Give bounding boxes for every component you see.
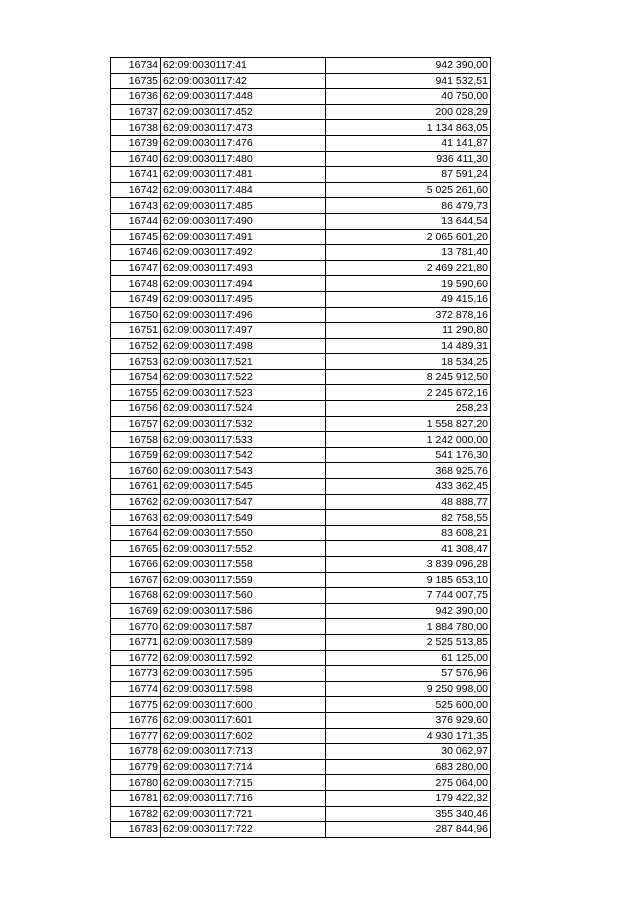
table-row	[111, 822, 491, 838]
row-number-cell: 16776	[111, 712, 161, 728]
row-number-cell: 16739	[111, 135, 161, 151]
row-number-cell: 16770	[111, 619, 161, 635]
cadastral-number-cell: 62:09:0030117:452	[161, 104, 326, 120]
value-cell: 5 025 261,60	[326, 182, 491, 198]
table-row	[111, 790, 491, 806]
table-row	[111, 634, 491, 650]
cadastral-number-cell: 62:09:0030117:587	[161, 619, 326, 635]
value-cell: 936 411,30	[326, 151, 491, 167]
table-row	[111, 572, 491, 588]
cadastral-number-cell: 62:09:0030117:715	[161, 775, 326, 791]
row-number-cell: 16782	[111, 806, 161, 822]
table-row	[111, 89, 491, 105]
table-row	[111, 666, 491, 682]
row-number-cell: 16759	[111, 447, 161, 463]
cadastral-number-cell: 62:09:0030117:722	[161, 822, 326, 838]
table-row	[111, 58, 491, 74]
value-cell: 683 280,00	[326, 759, 491, 775]
cadastral-number-cell: 62:09:0030117:481	[161, 167, 326, 183]
table-row	[111, 369, 491, 385]
row-number-cell: 16746	[111, 245, 161, 261]
value-cell: 942 390,00	[326, 58, 491, 74]
table-row	[111, 198, 491, 214]
table-row	[111, 759, 491, 775]
row-number-cell: 16743	[111, 198, 161, 214]
table-row	[111, 432, 491, 448]
row-number-cell: 16769	[111, 603, 161, 619]
table-row	[111, 806, 491, 822]
table-row	[111, 681, 491, 697]
table-row	[111, 494, 491, 510]
table-row	[111, 260, 491, 276]
row-number-cell: 16754	[111, 369, 161, 385]
cadastral-number-cell: 62:09:0030117:532	[161, 416, 326, 432]
cadastral-number-cell: 62:09:0030117:721	[161, 806, 326, 822]
row-number-cell: 16755	[111, 385, 161, 401]
table-row	[111, 213, 491, 229]
value-cell: 2 469 221,80	[326, 260, 491, 276]
row-number-cell: 16783	[111, 822, 161, 838]
cadastral-number-cell: 62:09:0030117:592	[161, 650, 326, 666]
value-cell: 11 290,80	[326, 323, 491, 339]
cadastral-number-cell: 62:09:0030117:495	[161, 291, 326, 307]
row-number-cell: 16756	[111, 401, 161, 417]
row-number-cell: 16748	[111, 276, 161, 292]
cadastral-number-cell: 62:09:0030117:595	[161, 666, 326, 682]
cadastral-number-cell: 62:09:0030117:448	[161, 89, 326, 105]
row-number-cell: 16749	[111, 291, 161, 307]
value-cell: 368 925,76	[326, 463, 491, 479]
value-cell: 40 750,00	[326, 89, 491, 105]
row-number-cell: 16778	[111, 744, 161, 760]
value-cell: 49 415,16	[326, 291, 491, 307]
cadastral-number-cell: 62:09:0030117:559	[161, 572, 326, 588]
value-cell: 14 489,31	[326, 338, 491, 354]
cadastral-number-cell: 62:09:0030117:473	[161, 120, 326, 136]
cadastral-number-cell: 62:09:0030117:523	[161, 385, 326, 401]
row-number-cell: 16766	[111, 557, 161, 573]
value-cell: 48 888,77	[326, 494, 491, 510]
value-cell: 372 878,16	[326, 307, 491, 323]
value-cell: 1 884 780,00	[326, 619, 491, 635]
cadastral-number-cell: 62:09:0030117:476	[161, 135, 326, 151]
value-cell: 57 576,96	[326, 666, 491, 682]
table-row	[111, 541, 491, 557]
table-row	[111, 588, 491, 604]
value-cell: 258,23	[326, 401, 491, 417]
table-row	[111, 447, 491, 463]
row-number-cell: 16758	[111, 432, 161, 448]
value-cell: 86 479,73	[326, 198, 491, 214]
value-cell: 9 250 998,00	[326, 681, 491, 697]
row-number-cell: 16757	[111, 416, 161, 432]
cadastral-number-cell: 62:09:0030117:545	[161, 479, 326, 495]
table-row	[111, 697, 491, 713]
row-number-cell: 16774	[111, 681, 161, 697]
value-cell: 1 558 827,20	[326, 416, 491, 432]
table-row	[111, 245, 491, 261]
value-cell: 19 590,60	[326, 276, 491, 292]
cadastral-value-table	[110, 57, 491, 838]
table-row	[111, 151, 491, 167]
value-cell: 355 340,46	[326, 806, 491, 822]
cadastral-number-cell: 62:09:0030117:496	[161, 307, 326, 323]
value-cell: 275 064,00	[326, 775, 491, 791]
value-cell: 82 758,55	[326, 510, 491, 526]
row-number-cell: 16760	[111, 463, 161, 479]
table-row	[111, 182, 491, 198]
row-number-cell: 16751	[111, 323, 161, 339]
value-cell: 13 644,54	[326, 213, 491, 229]
table-row	[111, 510, 491, 526]
row-number-cell: 16777	[111, 728, 161, 744]
table-row	[111, 338, 491, 354]
row-number-cell: 16735	[111, 73, 161, 89]
value-cell: 7 744 007,75	[326, 588, 491, 604]
cadastral-number-cell: 62:09:0030117:560	[161, 588, 326, 604]
table-row	[111, 385, 491, 401]
value-cell: 13 781,40	[326, 245, 491, 261]
row-number-cell: 16753	[111, 354, 161, 370]
table-row	[111, 525, 491, 541]
table-row	[111, 73, 491, 89]
row-number-cell: 16767	[111, 572, 161, 588]
table-row	[111, 557, 491, 573]
value-cell: 18 534,25	[326, 354, 491, 370]
value-cell: 2 525 513,85	[326, 634, 491, 650]
cadastral-number-cell: 62:09:0030117:714	[161, 759, 326, 775]
table-row	[111, 775, 491, 791]
cadastral-number-cell: 62:09:0030117:716	[161, 790, 326, 806]
value-cell: 1 134 863,05	[326, 120, 491, 136]
cadastral-number-cell: 62:09:0030117:558	[161, 557, 326, 573]
table-row	[111, 416, 491, 432]
value-cell: 2 245 672,16	[326, 385, 491, 401]
value-cell: 83 608,21	[326, 525, 491, 541]
cadastral-number-cell: 62:09:0030117:601	[161, 712, 326, 728]
table-row	[111, 354, 491, 370]
row-number-cell: 16768	[111, 588, 161, 604]
row-number-cell: 16744	[111, 213, 161, 229]
cadastral-number-cell: 62:09:0030117:600	[161, 697, 326, 713]
row-number-cell: 16775	[111, 697, 161, 713]
row-number-cell: 16781	[111, 790, 161, 806]
value-cell: 4 930 171,35	[326, 728, 491, 744]
row-number-cell: 16737	[111, 104, 161, 120]
row-number-cell: 16763	[111, 510, 161, 526]
cadastral-number-cell: 62:09:0030117:522	[161, 369, 326, 385]
table-row	[111, 479, 491, 495]
table-row	[111, 744, 491, 760]
row-number-cell: 16762	[111, 494, 161, 510]
cadastral-number-cell: 62:09:0030117:497	[161, 323, 326, 339]
table-row	[111, 619, 491, 635]
row-number-cell: 16750	[111, 307, 161, 323]
table-row	[111, 307, 491, 323]
cadastral-number-cell: 62:09:0030117:543	[161, 463, 326, 479]
cadastral-number-cell: 62:09:0030117:552	[161, 541, 326, 557]
cadastral-number-cell: 62:09:0030117:542	[161, 447, 326, 463]
table-row	[111, 463, 491, 479]
value-cell: 41 308,47	[326, 541, 491, 557]
table-row	[111, 229, 491, 245]
value-cell: 61 125,00	[326, 650, 491, 666]
value-cell: 9 185 653,10	[326, 572, 491, 588]
cadastral-number-cell: 62:09:0030117:493	[161, 260, 326, 276]
table-body	[111, 58, 491, 838]
row-number-cell: 16752	[111, 338, 161, 354]
cadastral-number-cell: 62:09:0030117:41	[161, 58, 326, 74]
value-cell: 3 839 096,28	[326, 557, 491, 573]
cadastral-number-cell: 62:09:0030117:492	[161, 245, 326, 261]
row-number-cell: 16745	[111, 229, 161, 245]
row-number-cell: 16740	[111, 151, 161, 167]
row-number-cell: 16764	[111, 525, 161, 541]
row-number-cell: 16779	[111, 759, 161, 775]
cadastral-number-cell: 62:09:0030117:533	[161, 432, 326, 448]
value-cell: 287 844,96	[326, 822, 491, 838]
cadastral-number-cell: 62:09:0030117:550	[161, 525, 326, 541]
cadastral-number-cell: 62:09:0030117:547	[161, 494, 326, 510]
cadastral-number-cell: 62:09:0030117:480	[161, 151, 326, 167]
value-cell: 179 422,32	[326, 790, 491, 806]
value-cell: 87 591,24	[326, 167, 491, 183]
cadastral-number-cell: 62:09:0030117:494	[161, 276, 326, 292]
table-row	[111, 728, 491, 744]
row-number-cell: 16761	[111, 479, 161, 495]
cadastral-number-cell: 62:09:0030117:549	[161, 510, 326, 526]
cadastral-number-cell: 62:09:0030117:713	[161, 744, 326, 760]
cadastral-number-cell: 62:09:0030117:589	[161, 634, 326, 650]
row-number-cell: 16738	[111, 120, 161, 136]
value-cell: 433 362,45	[326, 479, 491, 495]
cadastral-number-cell: 62:09:0030117:586	[161, 603, 326, 619]
value-cell: 41 141,87	[326, 135, 491, 151]
cadastral-number-cell: 62:09:0030117:485	[161, 198, 326, 214]
row-number-cell: 16734	[111, 58, 161, 74]
value-cell: 2 065 601,20	[326, 229, 491, 245]
cadastral-number-cell: 62:09:0030117:491	[161, 229, 326, 245]
cadastral-number-cell: 62:09:0030117:598	[161, 681, 326, 697]
cadastral-number-cell: 62:09:0030117:484	[161, 182, 326, 198]
table-row	[111, 650, 491, 666]
row-number-cell: 16742	[111, 182, 161, 198]
value-cell: 525 600,00	[326, 697, 491, 713]
table-row	[111, 712, 491, 728]
value-cell: 30 062,97	[326, 744, 491, 760]
row-number-cell: 16771	[111, 634, 161, 650]
value-cell: 941 532,51	[326, 73, 491, 89]
cadastral-number-cell: 62:09:0030117:42	[161, 73, 326, 89]
table-row	[111, 167, 491, 183]
row-number-cell: 16773	[111, 666, 161, 682]
table-row	[111, 401, 491, 417]
value-cell: 376 929,60	[326, 712, 491, 728]
row-number-cell: 16772	[111, 650, 161, 666]
value-cell: 541 176,30	[326, 447, 491, 463]
cadastral-number-cell: 62:09:0030117:490	[161, 213, 326, 229]
row-number-cell: 16741	[111, 167, 161, 183]
table-row	[111, 135, 491, 151]
row-number-cell: 16747	[111, 260, 161, 276]
value-cell: 1 242 000,00	[326, 432, 491, 448]
table-row	[111, 603, 491, 619]
table-row	[111, 120, 491, 136]
row-number-cell: 16780	[111, 775, 161, 791]
table-row	[111, 276, 491, 292]
cadastral-number-cell: 62:09:0030117:602	[161, 728, 326, 744]
value-cell: 942 390,00	[326, 603, 491, 619]
table-row	[111, 323, 491, 339]
row-number-cell: 16765	[111, 541, 161, 557]
value-cell: 8 245 912,50	[326, 369, 491, 385]
row-number-cell: 16736	[111, 89, 161, 105]
cadastral-number-cell: 62:09:0030117:524	[161, 401, 326, 417]
cadastral-number-cell: 62:09:0030117:521	[161, 354, 326, 370]
table-row	[111, 291, 491, 307]
table-row	[111, 104, 491, 120]
cadastral-number-cell: 62:09:0030117:498	[161, 338, 326, 354]
value-cell: 200 028,29	[326, 104, 491, 120]
